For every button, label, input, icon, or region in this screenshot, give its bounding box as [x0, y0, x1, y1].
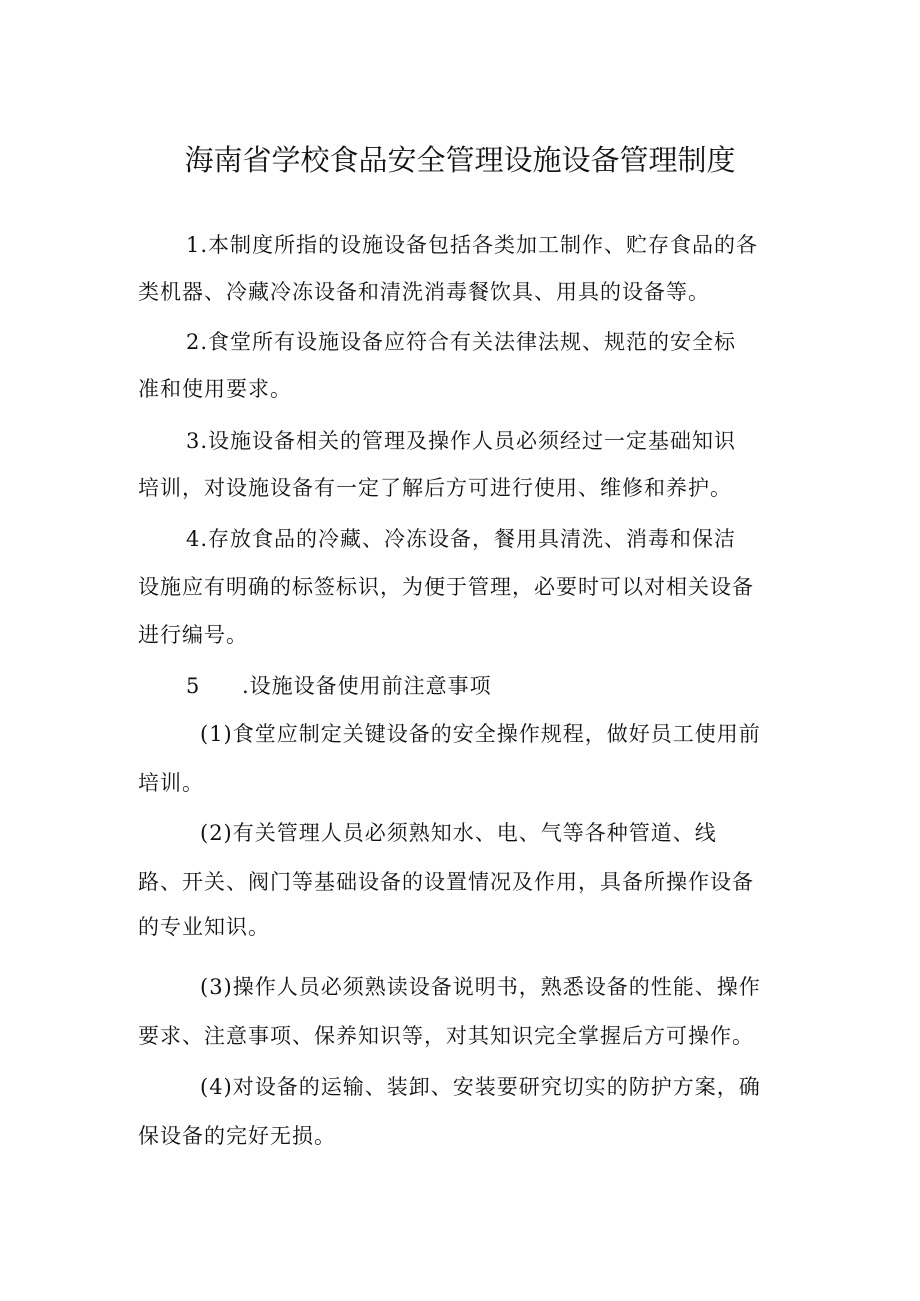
subitem-2-line-2: 路、开关、阀门等基础设备的设置情况及作用，具备所操作设备 [138, 870, 754, 894]
paragraph-4-text-1: .存放食品的冷藏、冷冻设备，餐用具清洗、消毒和保洁 [200, 527, 737, 551]
paragraph-2-number: 2 [186, 330, 201, 354]
paragraph-2-text-1: .食堂所有设施设备应符合有关法律法规、规范的安全标 [200, 330, 737, 354]
subitem-4-line-2: 保设备的完好无损。 [138, 1124, 336, 1148]
paragraph-5-text-1: .设施设备使用前注意事项 [242, 674, 492, 698]
paragraph-3-number: 3 [186, 429, 201, 453]
paragraph-3-line-1 [186, 425, 736, 455]
document-title: 海南省学校食品安全管理设施设备管理制度 [184, 143, 736, 177]
paragraph-4-line-1 [186, 523, 736, 553]
paragraph-1-number: 1 [186, 233, 201, 257]
paragraph-1-line-2: 类机器、冷藏冷冻设备和清洗消毒餐饮具、用具的设备等。 [138, 280, 710, 304]
paragraph-4-line-2: 设施应有明确的标签标识，为便于管理，必要时可以对相关设备 [138, 575, 754, 599]
paragraph-2-line-2: 准和使用要求。 [138, 377, 292, 401]
paragraph-4-number: 4 [186, 527, 201, 551]
subitem-3-line-1: (3)操作人员必须熟读设备说明书，熟悉设备的性能、操作 [200, 975, 761, 999]
subitem-3-line-2: 要求、注意事项、保养知识等，对其知识完全掌握后方可操作。 [138, 1024, 754, 1048]
paragraph-3-text-1: .设施设备相关的管理及操作人员必须经过一定基础知识 [200, 429, 737, 453]
paragraph-3-line-2: 培训，对设施设备有一定了解后方可进行使用、维修和养护。 [138, 476, 732, 500]
subitem-1-line-2: 培训。 [138, 771, 204, 795]
paragraph-2-line-1 [186, 326, 736, 356]
subitem-4-line-1: (4)对设备的运输、装卸、安装要研究切实的防护方案，确 [200, 1075, 761, 1099]
paragraph-1-text-1: .本制度所指的设施设备包括各类加工制作、贮存食品的各 [200, 233, 759, 257]
subitem-2-line-3: 的专业知识。 [138, 915, 270, 939]
subitem-2-line-1: (2)有关管理人员必须熟知水、电、气等各种管道、线 [200, 821, 717, 845]
subitem-1-line-1: (1)食堂应制定关键设备的安全操作规程，做好员工使用前 [200, 722, 761, 746]
paragraph-5-line-1 [186, 670, 492, 700]
paragraph-4-line-3: 进行编号。 [138, 623, 248, 647]
paragraph-1-line-1 [186, 229, 758, 259]
paragraph-5-number: 5 [186, 674, 201, 698]
